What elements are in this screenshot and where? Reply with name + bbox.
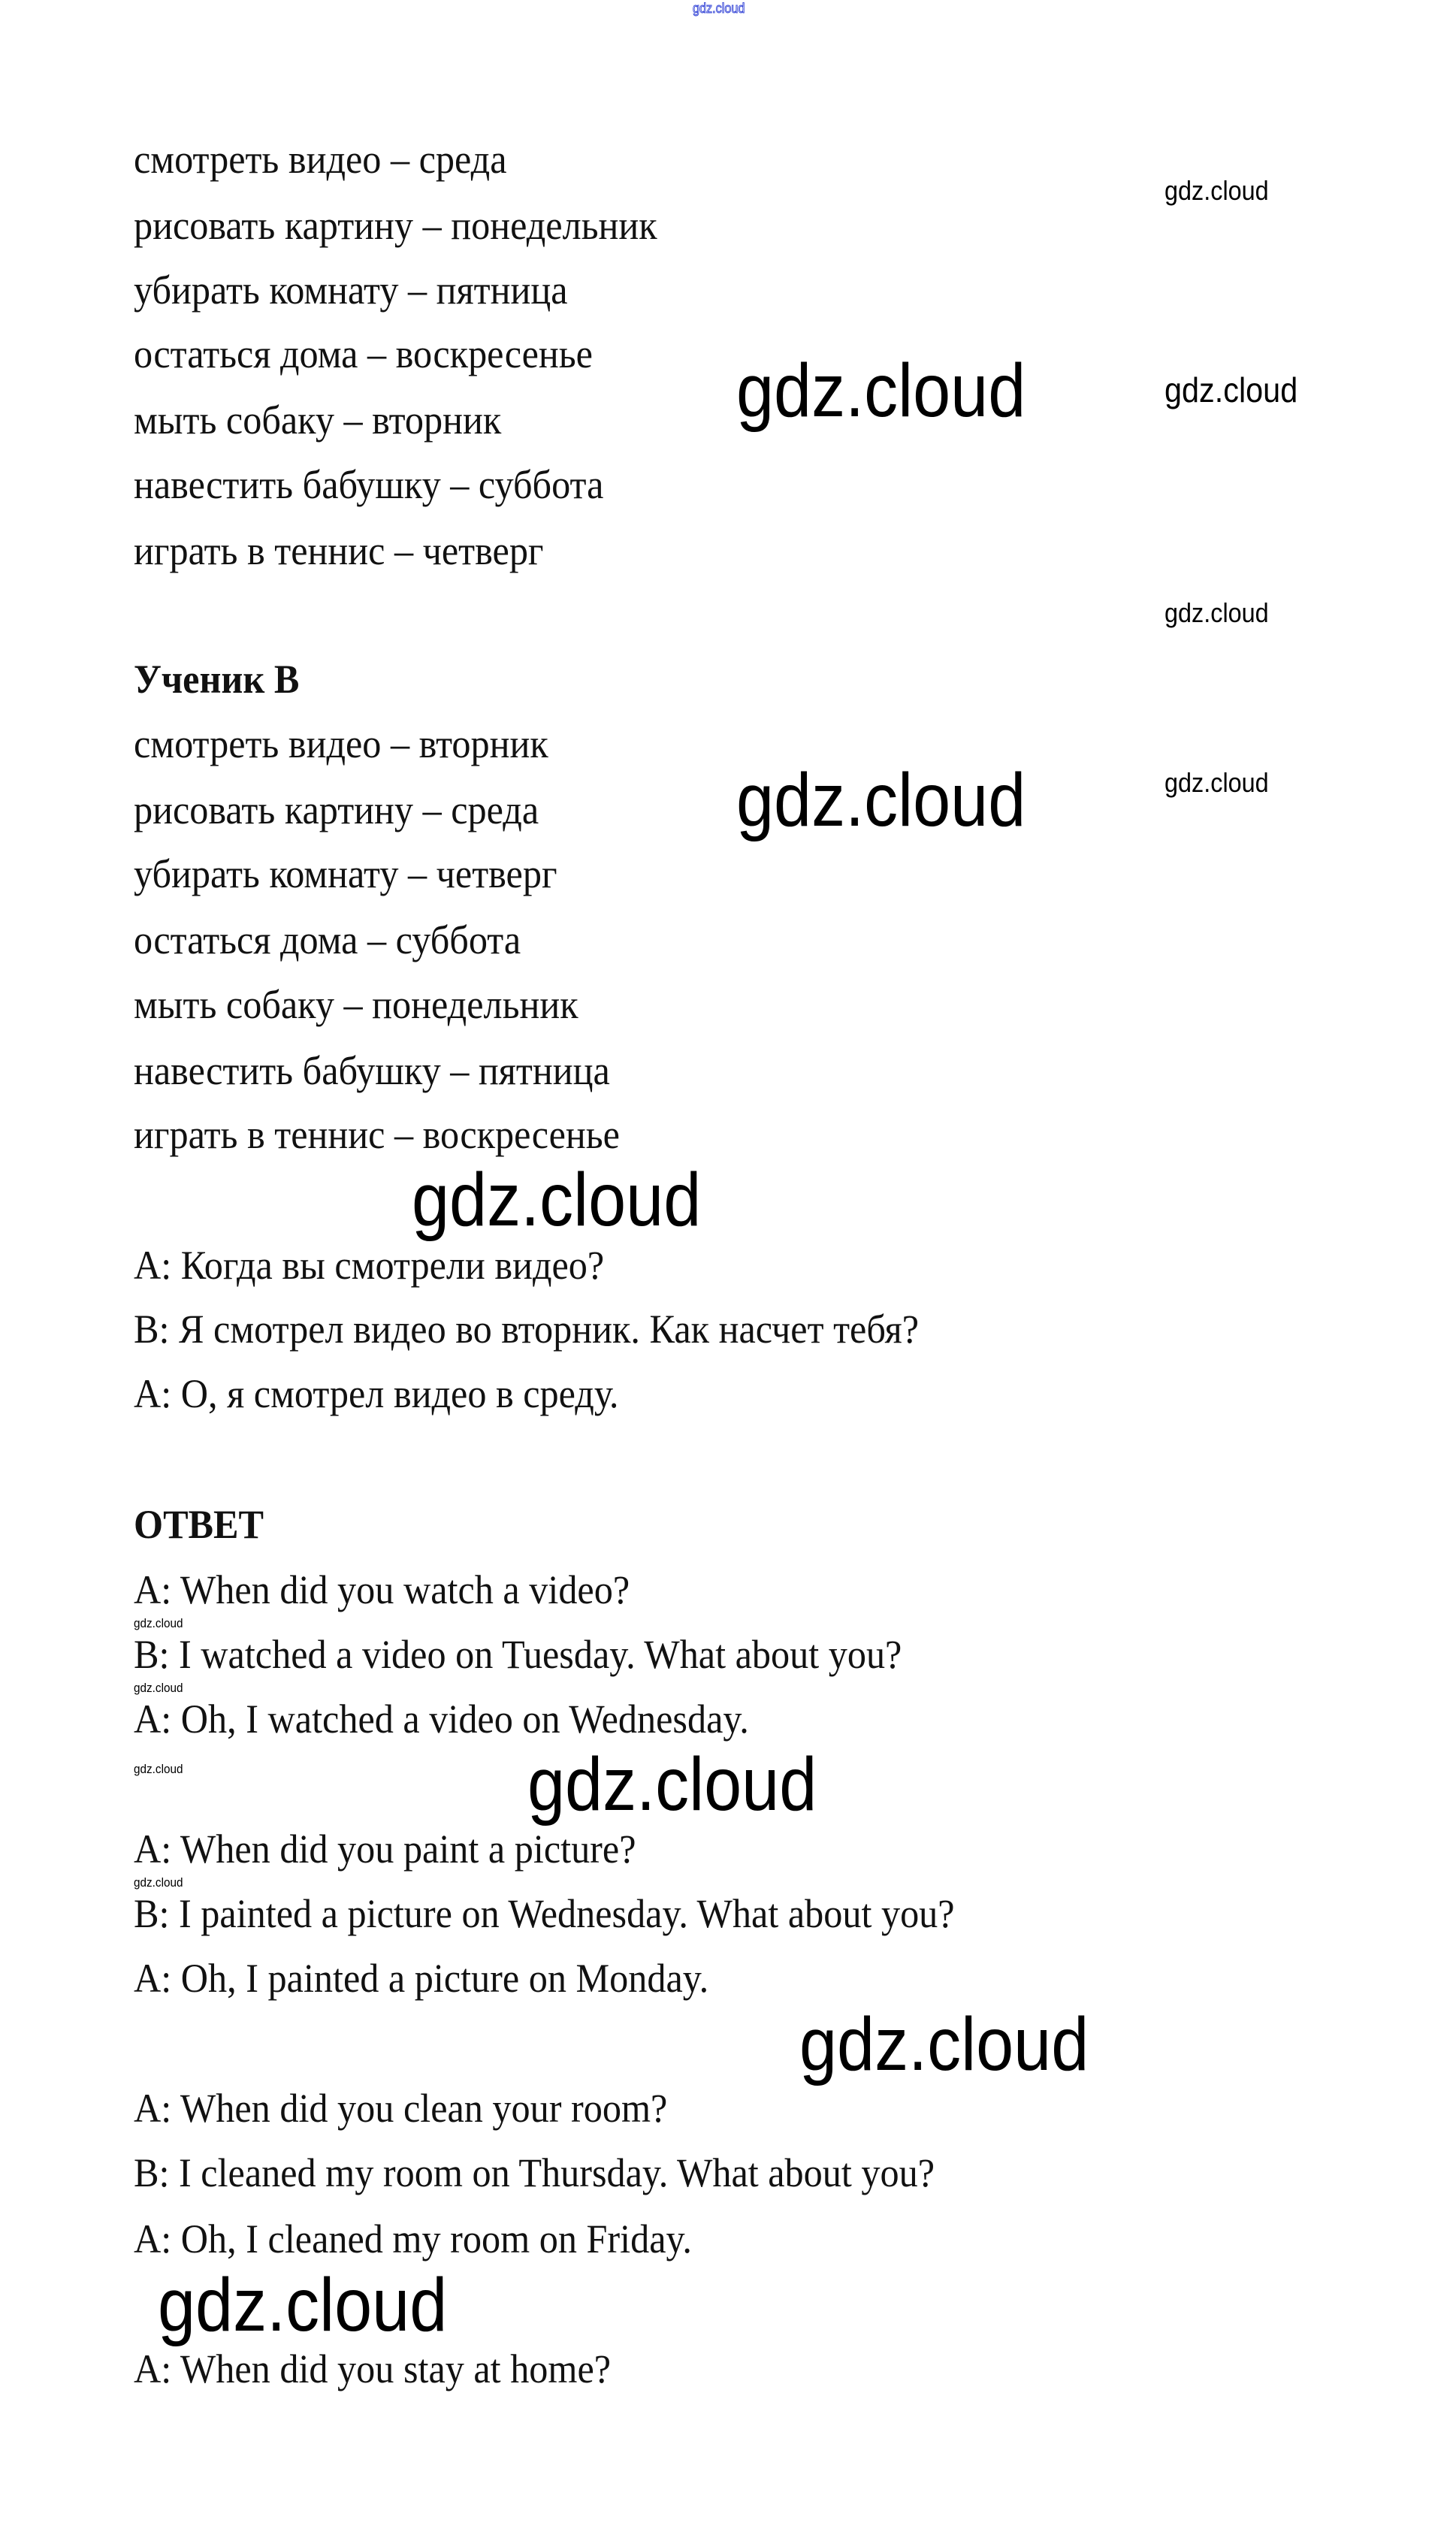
watermark: gdz.cloud	[412, 1158, 702, 1242]
answer-dialogue-line: A: When did you clean your room?	[134, 2086, 668, 2131]
example-dialogue-line: А: Когда вы смотрели видео?	[134, 1243, 605, 1288]
answer-dialogue-line: A: When did you stay at home?	[134, 2346, 612, 2391]
student-b-line: остаться дома – суббота	[134, 917, 521, 962]
answer-dialogue-line: A: When did you watch a video?	[134, 1567, 630, 1612]
answer-dialogue-line: A: Oh, I cleaned my room on Friday.	[134, 2216, 692, 2262]
watermark: gdz.cloud	[158, 2263, 448, 2347]
watermark: gdz.cloud	[1164, 370, 1298, 409]
student-b-line: играть в теннис – воскресенье	[134, 1112, 620, 1157]
student-b-line: рисовать картину – среда	[134, 787, 539, 832]
answer-dialogue-line: B: I watched a video on Tuesday. What about you?	[134, 1632, 902, 1677]
student-b-heading: Ученик В	[134, 657, 300, 702]
watermark: gdz.cloud	[134, 1616, 183, 1630]
answer-dialogue-line: A: Oh, I painted a picture on Monday.	[134, 1956, 709, 2001]
student-a-line: рисовать картину – понедельник	[134, 203, 657, 248]
student-b-line: мыть собаку – понедельник	[134, 982, 578, 1027]
student-a-line: остаться дома – воскресенье	[134, 331, 593, 376]
example-dialogue-line: В: Я смотрел видео во вторник. Как насчет тебя?	[134, 1307, 920, 1352]
example-dialogue-line: А: О, я смотрел видео в среду.	[134, 1371, 619, 1416]
watermark: gdz.cloud	[1164, 767, 1269, 798]
watermark: gdz.cloud	[134, 1875, 183, 1890]
student-a-line: играть в теннис – четверг	[134, 528, 544, 573]
student-a-line: смотреть видео – среда	[134, 137, 507, 182]
student-b-line: убирать комнату – четверг	[134, 851, 557, 896]
watermark: gdz.cloud	[527, 1742, 817, 1826]
watermark: gdz.cloud	[134, 1762, 183, 1776]
answer-dialogue-line: B: I painted a picture on Wednesday. What about you?	[134, 1891, 955, 1936]
watermark: gdz.cloud	[1164, 597, 1269, 628]
student-a-line: мыть собаку – вторник	[134, 397, 502, 443]
watermark: gdz.cloud	[736, 758, 1026, 842]
student-b-line: навестить бабушку – пятница	[134, 1048, 610, 1093]
watermark: gdz.cloud	[736, 349, 1026, 433]
watermark: gdz.cloud	[134, 1681, 183, 1695]
answer-dialogue-line: B: I cleaned my room on Thursday. What about you?	[134, 2150, 935, 2195]
watermark: gdz.cloud	[1164, 175, 1269, 206]
answer-dialogue-line: A: When did you paint a picture?	[134, 1826, 636, 1872]
answer-dialogue-line: A: Oh, I watched a video on Wednesday.	[134, 1697, 749, 1742]
student-b-line: смотреть видео – вторник	[134, 721, 548, 766]
watermark: gdz.cloud	[693, 1, 745, 16]
answer-heading: ОТВЕТ	[134, 1502, 264, 1547]
watermark: gdz.cloud	[799, 2002, 1089, 2086]
student-a-line: навестить бабушку – суббота	[134, 462, 604, 507]
student-a-line: убирать комнату – пятница	[134, 267, 568, 313]
